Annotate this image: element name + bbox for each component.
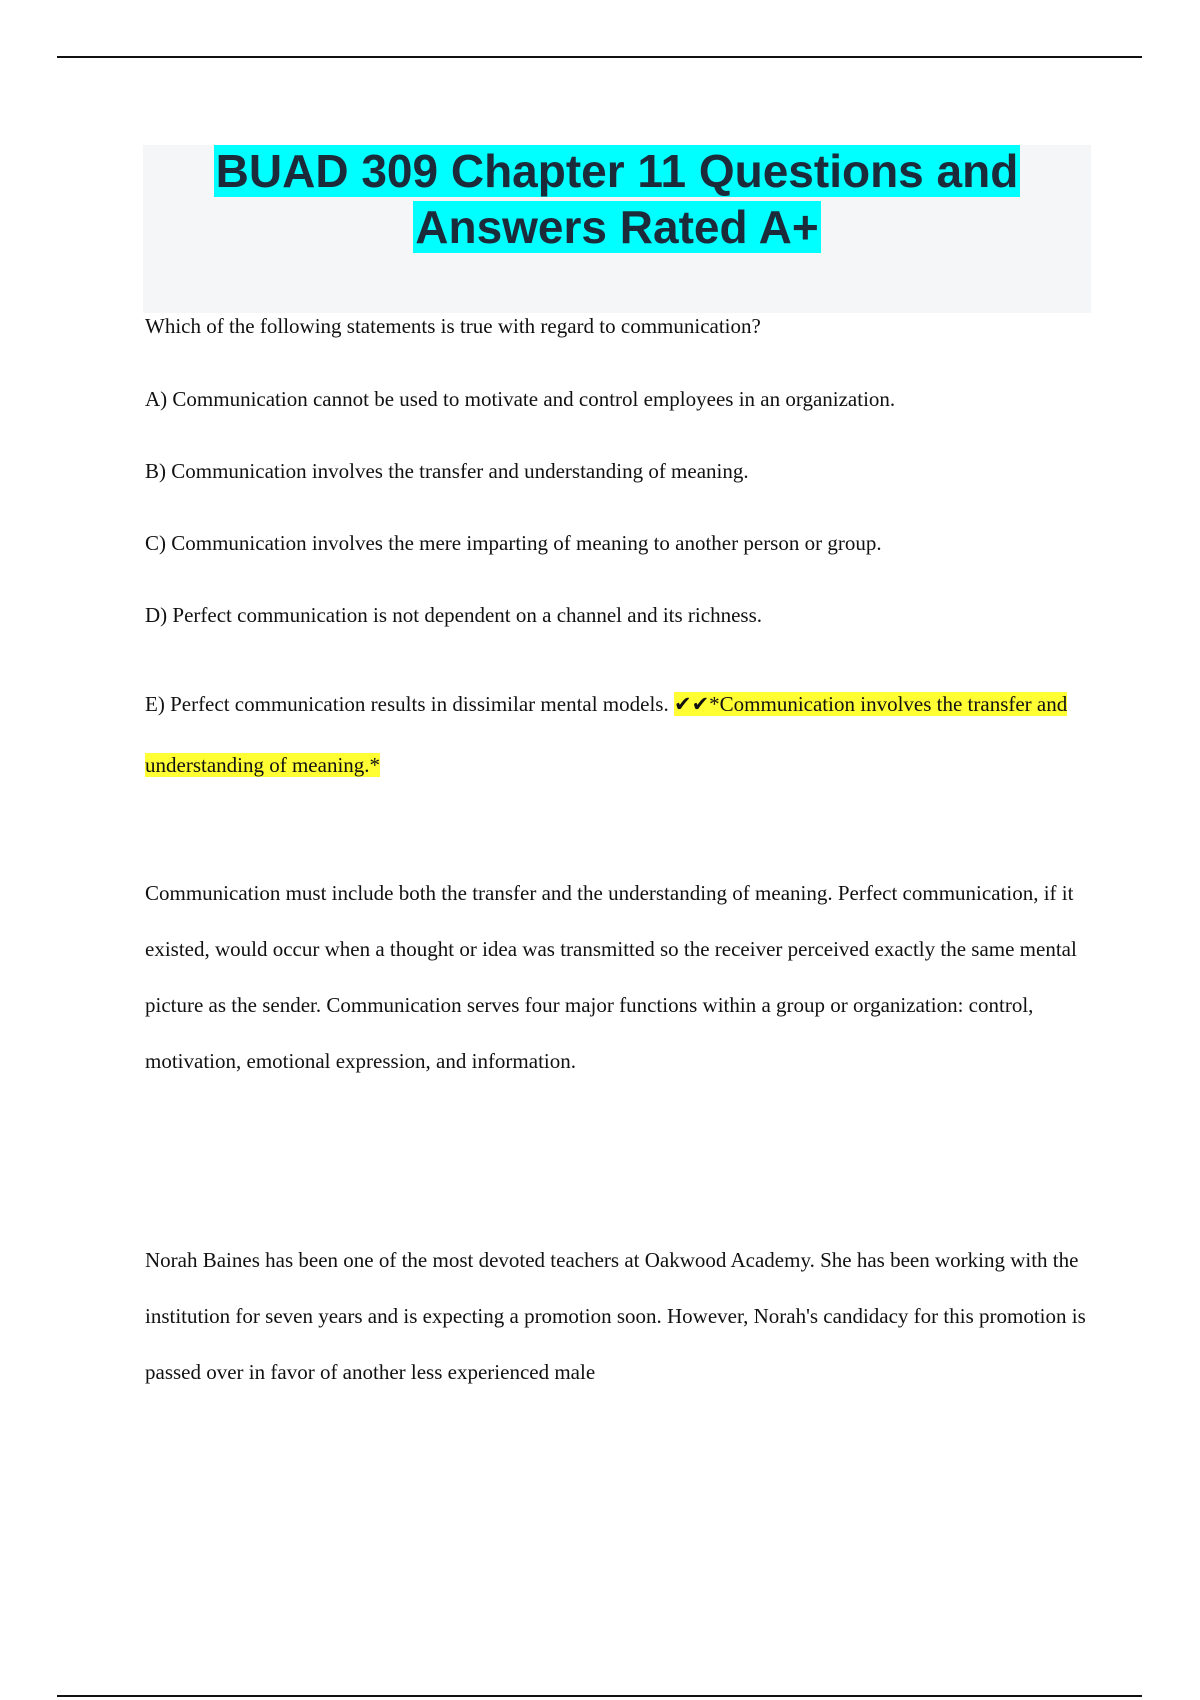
answer-explanation: Communication must include both the transfer and the understanding of meaning. Perfect communication, if it existed, would occur when a thought or idea was transmitted so the receiver perceived exactly the same mental picture as the sender. Communication serves four major functions within a group or organization: control, motivation, emotional expression, and information. bbox=[145, 881, 1077, 1073]
option-c: C) Communication involves the mere imparting of meaning to another person or group. bbox=[145, 531, 882, 555]
option-b: B) Communication involves the transfer and understanding of meaning. bbox=[145, 459, 749, 483]
next-question-prompt: Norah Baines has been one of the most devoted teachers at Oakwood Academy. She has been working with the institution for seven years and is expecting a promotion soon. However, Norah's candidacy for this promotion is passed over in favor of another less experienced male bbox=[145, 1248, 1086, 1384]
option-e-with-answer bbox=[145, 674, 1095, 796]
title-highlight: BUAD 309 Chapter 11 Questions and Answers Rated A+ bbox=[215, 145, 1019, 253]
bottom-rule bbox=[57, 1695, 1142, 1697]
question-prompt: Which of the following statements is true with regard to communication? bbox=[145, 314, 761, 338]
option-e: E) Perfect communication results in dissimilar mental models. bbox=[145, 692, 669, 716]
document-title bbox=[143, 143, 1091, 255]
option-d: D) Perfect communication is not dependent on a channel and its richness. bbox=[145, 603, 762, 627]
answer-highlight: ✔✔*Communication involves the transfer and understanding of meaning.* bbox=[145, 692, 1068, 777]
option-a: A) Communication cannot be used to motivate and control employees in an organization. bbox=[145, 387, 896, 411]
top-rule bbox=[57, 56, 1142, 58]
